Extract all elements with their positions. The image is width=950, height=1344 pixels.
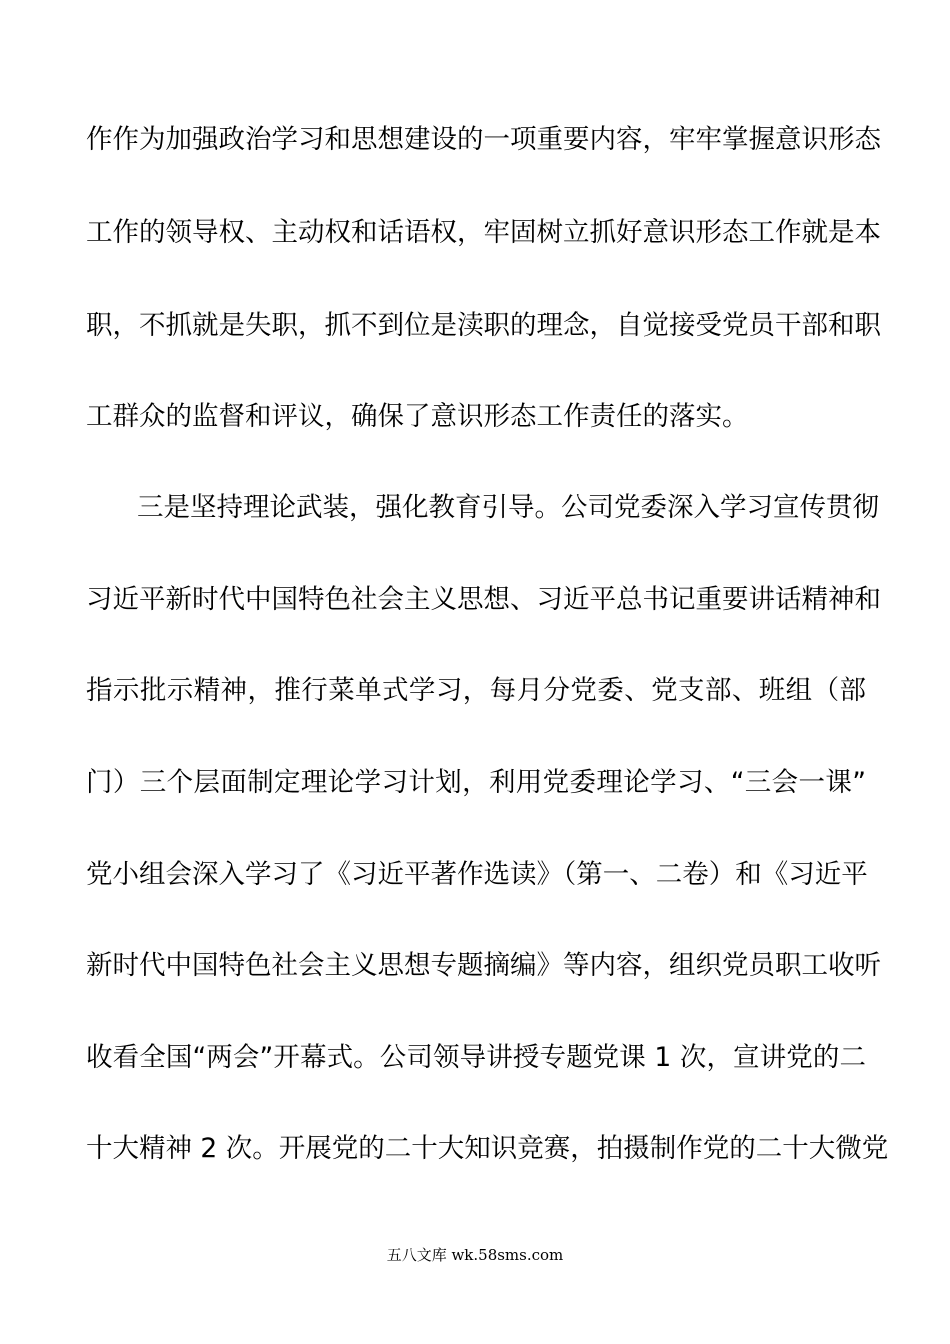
paragraph-line-7: 指示批示精神，推行菜单式学习，每月分党委、党支部、班组（部 xyxy=(86,675,866,706)
paragraph-line-12: 十大精神 2 次。开展党的二十大知识竞赛，拍摄制作党的二十大微党 xyxy=(86,1133,889,1164)
paragraph-line-11: 收看全国“两会”开幕式。公司领导讲授专题党课 1 次，宣讲党的二 xyxy=(86,1042,866,1073)
paragraph-line-4: 工群众的监督和评议，确保了意识形态工作责任的落实。 xyxy=(86,401,749,432)
paragraph-line-10: 新时代中国特色社会主义思想专题摘编》等内容，组织党员职工收听 xyxy=(86,950,881,981)
paragraph-line-8: 门）三个层面制定理论学习计划，利用党委理论学习、“三会一课” xyxy=(86,767,866,798)
paragraph-line-3: 职，不抓就是失职，抓不到位是渎职的理念，自觉接受党员干部和职 xyxy=(86,310,881,341)
paragraph-line-5: 三是坚持理论武装，强化教育引导。公司党委深入学习宣传贯彻 xyxy=(137,492,879,523)
paragraph-line-2: 工作的领导权、主动权和话语权，牢固树立抓好意识形态工作就是本 xyxy=(86,217,881,248)
paragraph-line-1: 作作为加强政治学习和思想建设的一项重要内容，牢牢掌握意识形态 xyxy=(86,124,881,155)
paragraph-line-6: 习近平新时代中国特色社会主义思想、习近平总书记重要讲话精神和 xyxy=(86,584,881,615)
footer-watermark: 五八文库 wk.58sms.com xyxy=(386,1246,564,1264)
paragraph-line-9: 党小组会深入学习了《习近平著作选读》（第一、二卷）和《习近平 xyxy=(86,859,868,890)
